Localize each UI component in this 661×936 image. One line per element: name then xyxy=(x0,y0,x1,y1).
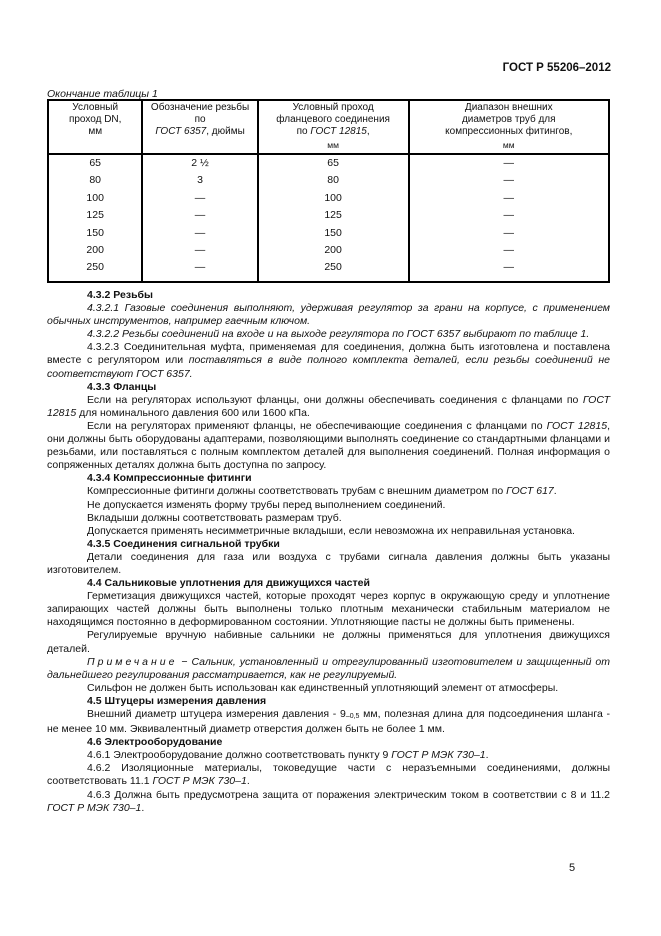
table-row: 200 — 200 — xyxy=(48,242,609,259)
paragraph: Компрессионные фитинги должны соответствовать трубам с внешним диаметром по ГОСТ 617. xyxy=(87,485,557,498)
paragraph: 4.6.1 Электрооборудование должно соответствовать пункту 9 ГОСТ Р МЭК 730–1. xyxy=(87,749,489,762)
paragraph: Не допускается изменять форму трубы перед выполнением соединений. xyxy=(87,498,446,511)
table-row: 250 — 250 — xyxy=(48,259,609,282)
paragraph: Если на регуляторах применяют фланцы, не обеспечивающие соединения с фланцами по ГОСТ 12815, они должны быть оборудованы адаптерами, позволяющими выполнять соединение со стандартными фланцами и резьбами, или поставляться с полным комплектом деталей для выполнения соединений. Полная информация о сопряженных деталях должна быть доступна по запросу. xyxy=(47,419,610,472)
section-heading-4-3-4: 4.3.4 Компрессионные фитинги xyxy=(87,472,252,485)
section-heading-4-3-5: 4.3.5 Соединения сигнальной трубки xyxy=(87,537,280,550)
paragraph: Герметизация движущихся частей, которые проходят через корпус в окружающую среду и уплотнение запирающих частей должны быть выполнены только плотным механически стабильным материалом не находящимся постоянно в деформированном состоянии. Уплотняющие пасты не должны быть применены. xyxy=(47,590,610,629)
section-heading-4-5: 4.5 Штуцеры измерения давления xyxy=(87,694,267,707)
table-row: 65 2 ½ 65 — xyxy=(48,154,609,172)
col-header-thread: Обозначение резьбы по ГОСТ 6357, дюймы xyxy=(142,100,257,154)
section-heading-4-4: 4.4 Сальниковые уплотнения для движущихся частей xyxy=(87,577,370,590)
paragraph: 4.3.2.1 Газовые соединения выполняют, удерживая регулятор за грани на корпусе, с применением обычных инструментов, например гаечным ключом. xyxy=(47,302,610,328)
paragraph: 4.6.2 Изоляционные материалы, токоведущие части с неразъемными соединениями, должны соответствовать 11.1 ГОСТ Р МЭК 730–1. xyxy=(47,762,610,788)
table-row: 150 — 150 — xyxy=(48,225,609,242)
paragraph: Сильфон не должен быть использован как единственный уплотняющий элемент от атмосферы. xyxy=(87,681,559,694)
page-number: 5 xyxy=(569,862,576,874)
table-row: 80 3 80 — xyxy=(48,172,609,189)
paragraph: Допускается применять несимметричные вкладыши, если невозможна их неправильная установка. xyxy=(87,524,575,537)
section-heading-4-6: 4.6 Электрооборудование xyxy=(87,736,223,749)
table-1 xyxy=(47,99,610,283)
paragraph: Регулируемые вручную набивные сальники не должны применяться для уплотнения движущихся деталей. xyxy=(47,629,610,655)
document-id: ГОСТ Р 55206–2012 xyxy=(502,62,611,74)
paragraph: 4.3.2.2 Резьбы соединений на входе и на выходе регулятора по ГОСТ 6357 выбирают по таблице 1. xyxy=(87,328,590,341)
paragraph: Вкладыши должны соответствовать размерам труб. xyxy=(87,511,342,524)
table-caption: Окончание таблицы 1 xyxy=(47,88,158,100)
col-header-diameter-range: Диапазон внешних диаметров труб для компрессионных фитингов, мм xyxy=(409,100,609,154)
col-header-flange: Условный проход фланцевого соединения по ГОСТ 12815, мм xyxy=(258,100,409,154)
body-text xyxy=(47,289,610,815)
paragraph: 4.6.3 Должна быть предусмотрена защита от поражения электрическим током в соответствии с 8 и 11.2 ГОСТ Р МЭК 730–1. xyxy=(47,788,610,814)
table-header-row xyxy=(48,100,609,154)
note-label: Примечание xyxy=(87,655,178,668)
paragraph: Внешний диаметр штуцера измерения давления - $9_{-0,5}$ мм, полезная длина для подсоединения шланга - не менее 10 мм. Эквивалентный диаметр отверстия должен быть не более 1 мм. xyxy=(47,708,610,736)
table-row: 125 — 125 — xyxy=(48,207,609,224)
paragraph: Если на регуляторах используют фланцы, они должны обеспечивать соединения с фланцами по ГОСТ 12815 для номинального давления 600 или 1600 кПа. xyxy=(47,393,610,419)
paragraph: Детали соединения для газа или воздуха с трубами сигнала давления должны быть указаны изготовителем. xyxy=(47,550,610,576)
col-header-dn: Условный проход DN, мм xyxy=(48,100,142,154)
note: Примечание − Сальник, установленный и отрегулированный изготовителем и защищенный от дальнейшего регулирования рассматривается, как не регулируемый. xyxy=(47,655,610,681)
table-row: 100 — 100 — xyxy=(48,190,609,207)
section-heading-4-3-3: 4.3.3 Фланцы xyxy=(87,380,157,393)
section-heading-4-3-2: 4.3.2 Резьбы xyxy=(87,289,153,301)
paragraph: 4.3.2.3 Соединительная муфта, применяемая для соединения, должна быть изготовлена и поставлена вместе с регулятором или поставляться в виде полного комплекта деталей, если резьбы соединений не соответствуют ГОСТ 6357. xyxy=(47,341,610,380)
